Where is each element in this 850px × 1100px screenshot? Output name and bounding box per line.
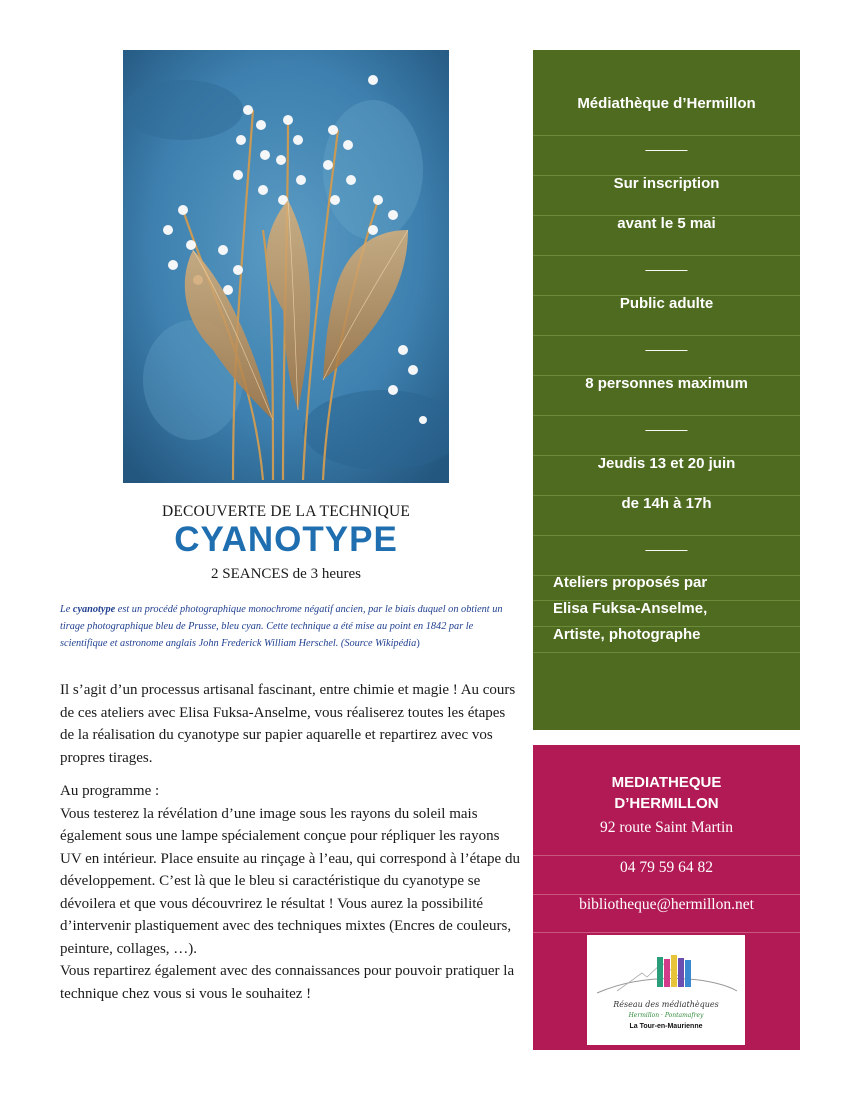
info-hours: de 14h à 17h xyxy=(533,496,800,536)
info-registration: Sur inscription xyxy=(533,176,800,216)
info-separator: _____ xyxy=(533,256,800,296)
hero-image xyxy=(123,50,449,483)
program-section xyxy=(60,780,520,1005)
info-capacity: 8 personnes maximum xyxy=(533,376,800,416)
network-logo xyxy=(587,935,745,1045)
info-credit-line-3: Artiste, photographe xyxy=(533,627,800,653)
intro-definition xyxy=(60,601,512,652)
intro-term: cyanotype xyxy=(72,604,116,615)
intro-close: ) xyxy=(416,638,420,649)
info-credit-line-2: Elisa Fuksa-Anselme, xyxy=(533,601,800,627)
info-separator: _____ xyxy=(533,336,800,376)
logo-municipality: La Tour-en-Maurienne xyxy=(629,1023,703,1030)
page-title: CYANOTYPE xyxy=(174,520,398,559)
title-kicker: DECOUVERTE DE LA TECHNIQUE xyxy=(161,503,411,520)
closing-paragraph: Vous repartirez également avec des connaissances pour pouvoir pratiquer la technique chez vous si vous le souhaitez ! xyxy=(60,963,515,1002)
logo-network-name: Réseau des médiathèques xyxy=(613,1000,719,1009)
info-dates: Jeudis 13 et 20 juin xyxy=(533,456,800,496)
logo-towns: Hermillon · Pontamafrey xyxy=(628,1012,704,1019)
contact-title xyxy=(533,772,800,814)
info-separator: _____ xyxy=(533,416,800,456)
info-separator: _____ xyxy=(533,136,800,176)
contact-title-line-2: D’HERMILLON xyxy=(614,795,719,812)
program-paragraph: Vous testerez la révélation d’une image sous les rayons du soleil mais également sous une lampe spécialement conçue pour répliquer les rayons UV en intérieur. Place ensuite au rinçage à l’eau, qui correspond à l’étape du développement. C’est là que le bleu si caractéristique du cyanotype se dévoilera et que vous découvrirez le résultat ! Vous aurez la possibilité d’intervenir plastiquement avec des techniques mixtes (Encres de couleurs, peinture, collages, …). xyxy=(60,805,520,957)
intro-text: est un procédé photographique monochrome négatif ancien, par le biais duquel on obtient un tirage photographique bleu de Prusse, bleu cyan. Cette technique a été mise au point en 1842 par le scientifique et astronome anglais John Frederick William Herschel. (Source Wikipédia xyxy=(60,604,503,649)
title-subtitle: 2 SEANCES de 3 heures xyxy=(211,566,361,582)
contact-phone: 04 79 59 64 82 xyxy=(620,859,713,876)
body-paragraph-1: Il s’agit d’un processus artisanal fascinant, entre chimie et magie ! Au cours de ces ateliers avec Elisa Fuksa-Anselme, vous réaliserez toutes les étapes de la réalisation du cyanotype sur papier aquarelle et repartirez avec vos propres tirages. xyxy=(60,682,516,766)
contact-divider xyxy=(533,894,800,895)
contact-address: 92 route Saint Martin xyxy=(599,819,734,836)
info-panel xyxy=(533,50,800,730)
info-separator: _____ xyxy=(533,536,800,576)
intro-lead: Le xyxy=(60,604,73,615)
info-audience: Public adulte xyxy=(533,296,800,336)
contact-email[interactable]: bibliotheque@hermillon.net xyxy=(579,896,754,913)
contact-divider xyxy=(533,932,800,933)
contact-divider xyxy=(533,855,800,856)
books-icon xyxy=(587,935,745,997)
contact-title-line-1: MEDIATHEQUE xyxy=(611,774,722,791)
info-credit-line-1: Ateliers proposés par xyxy=(533,575,800,601)
program-heading: Au programme : xyxy=(60,783,160,799)
info-venue: Médiathèque d’Hermillon xyxy=(533,96,800,136)
info-deadline: avant le 5 mai xyxy=(533,216,800,256)
contact-panel xyxy=(533,745,800,1050)
